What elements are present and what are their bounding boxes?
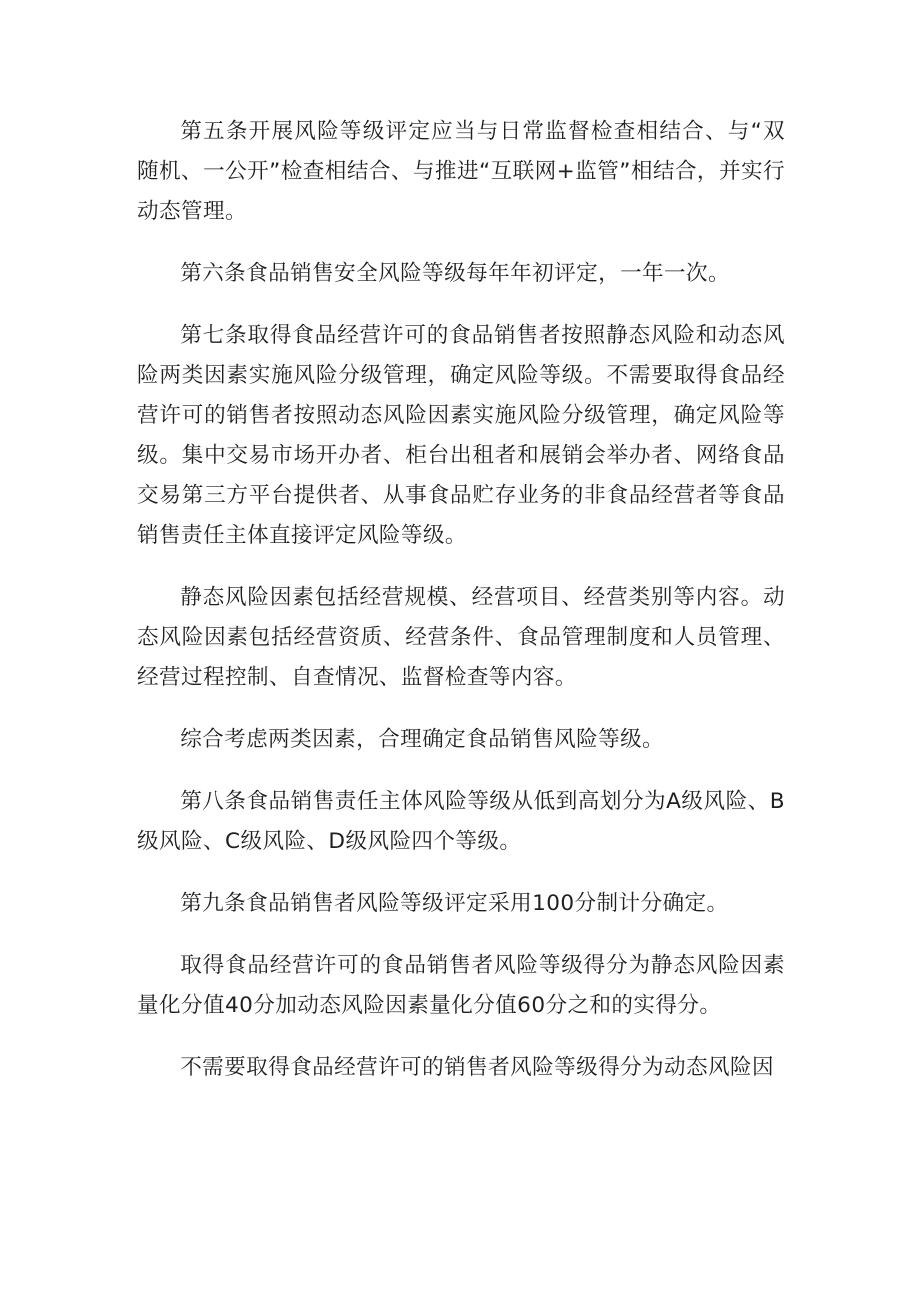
paragraph-licensed-score: 取得食品经营许可的食品销售者风险等级得分为静态风险因素量化分值40分加动态风险因素量化分值60分之和的实得分。 (137, 953, 785, 1018)
paragraph-article-5: 第五条开展风险等级评定应当与日常监督检查相结合、与“双随机、一公开”检查相结合、与推进“互联网+监管”相结合，并实行动态管理。 (137, 119, 785, 224)
paragraph-article-8: 第八条食品销售责任主体风险等级从低到高划分为A级风险、B级风险、C级风险、D级风险四个等级。 (137, 789, 785, 854)
paragraph-article-7: 第七条取得食品经营许可的食品销售者按照静态风险和动态风险两类因素实施风险分级管理，确定风险等级。不需要取得食品经营许可的销售者按照动态风险因素实施风险分级管理，确定风险等级。集中交易市场开办者、柜台出租者和展销会举办者、网络食品交易第三方平台提供者、从事食品贮存业务的非食品经营者等食品销售责任主体直接评定风险等级。 (137, 323, 785, 548)
paragraph-article-6: 第六条食品销售安全风险等级每年年初评定，一年一次。 (180, 261, 731, 286)
paragraph-unlicensed-score: 不需要取得食品经营许可的销售者风险等级得分为动态风险因 (180, 1055, 775, 1080)
document-body (137, 112, 785, 1110)
paragraph-article-9: 第九条食品销售者风险等级评定采用100分制计分确定。 (180, 891, 729, 916)
paragraph-static-dynamic-factors: 静态风险因素包括经营规模、经营项目、经营类别等内容。动态风险因素包括经营资质、经营条件、食品管理制度和人员管理、经营过程控制、自查情况、监督检查等内容。 (137, 585, 785, 690)
paragraph-combined-consideration: 综合考虑两类因素，合理确定食品销售风险等级。 (180, 727, 665, 752)
